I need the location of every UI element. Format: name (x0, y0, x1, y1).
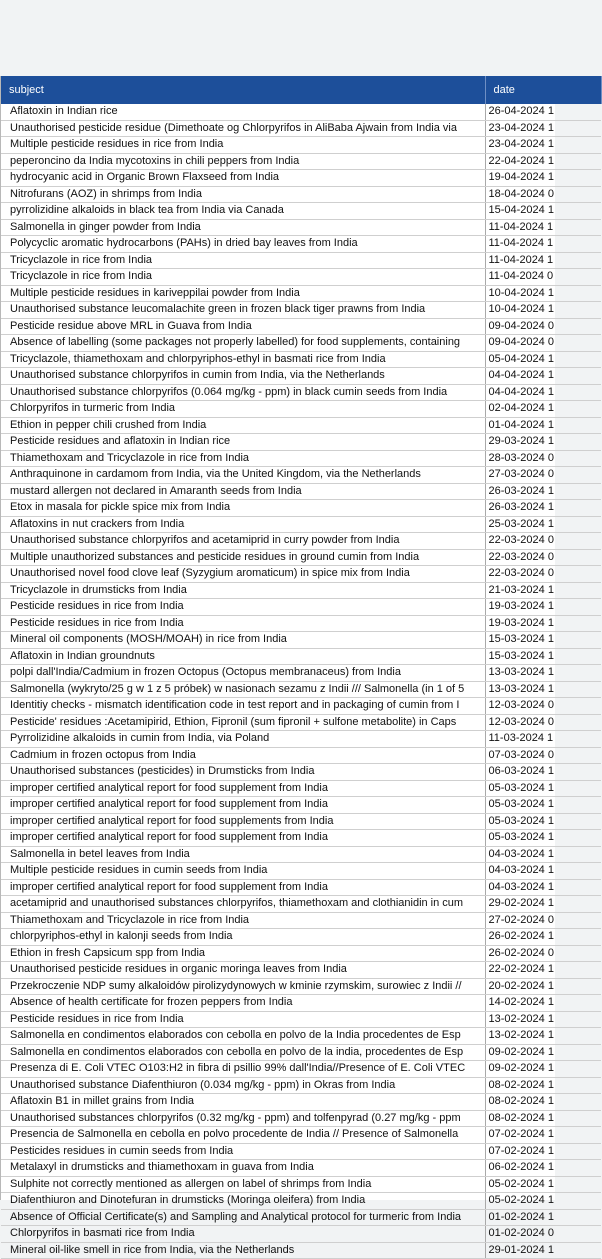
subject-cell[interactable]: Pesticide' residues :Acetamipirid, Ethion, Fipronil (sum fipronil + sulfone metabolite) in Caps (1, 714, 485, 731)
date-cell[interactable]: 26-04-2024 1 (485, 104, 601, 120)
table-row[interactable] (1, 648, 601, 665)
subject-cell[interactable]: Polycyclic aromatic hydrocarbons (PAHs) in dried bay leaves from India (1, 236, 485, 253)
date-cell[interactable]: 23-04-2024 1 (485, 137, 601, 154)
table-row[interactable] (1, 120, 601, 137)
table-row[interactable] (1, 599, 601, 616)
subject-cell[interactable]: Diafenthiuron and Dinotefuran in drumsticks (Moringa oleifera) from India (1, 1193, 485, 1210)
subject-cell[interactable]: Tricyclazole in drumsticks from India (1, 582, 485, 599)
date-cell[interactable]: 01-02-2024 1 (485, 1209, 601, 1226)
subject-cell[interactable]: Multiple pesticide residues in kariveppilai powder from India (1, 285, 485, 302)
subject-cell[interactable]: Salmonella in ginger powder from India (1, 219, 485, 236)
subject-cell[interactable]: chlorpyriphos-ethyl in kalonji seeds from India (1, 929, 485, 946)
date-cell[interactable]: 22-04-2024 1 (485, 153, 601, 170)
date-cell[interactable]: 05-04-2024 1 (485, 351, 601, 368)
subject-cell[interactable]: mustard allergen not declared in Amaranth seeds from India (1, 483, 485, 500)
table-row[interactable] (1, 582, 601, 599)
subject-cell[interactable]: Absence of health certificate for frozen peppers from India (1, 995, 485, 1012)
table-row[interactable] (1, 434, 601, 451)
subject-cell[interactable]: Multiple unauthorized substances and pesticide residues in ground cumin from India (1, 549, 485, 566)
subject-cell[interactable]: Pesticide residue above MRL in Guava from India (1, 318, 485, 335)
table-row[interactable] (1, 1193, 601, 1210)
table-row[interactable] (1, 797, 601, 814)
header-row (1, 76, 601, 104)
subject-cell[interactable]: Multiple pesticide residues in rice from India (1, 137, 485, 154)
table-row[interactable] (1, 516, 601, 533)
subject-cell[interactable]: improper certified analytical report for food supplement from India (1, 780, 485, 797)
subject-cell[interactable]: Salmonella (wykryto/25 g w 1 z 5 próbek) w nasionach sezamu z Indii /// Salmonella (in 1 of 5 (1, 681, 485, 698)
date-cell[interactable]: 20-02-2024 1 (485, 978, 601, 995)
spreadsheet (0, 76, 555, 1256)
table-row[interactable] (1, 104, 601, 120)
table-row[interactable] (1, 467, 601, 484)
date-cell[interactable]: 22-03-2024 0 (485, 566, 601, 583)
table-row[interactable] (1, 1209, 601, 1226)
subject-cell[interactable]: Pyrrolizidine alkaloids in cumin from India, via Poland (1, 731, 485, 748)
date-cell[interactable]: 07-03-2024 0 (485, 747, 601, 764)
table-row[interactable] (1, 1044, 601, 1061)
table-row[interactable] (1, 863, 601, 880)
subject-cell[interactable]: Aflatoxins in nut crackers from India (1, 516, 485, 533)
table-row[interactable] (1, 714, 601, 731)
date-cell[interactable]: 19-03-2024 1 (485, 615, 601, 632)
table-row[interactable] (1, 813, 601, 830)
date-cell[interactable]: 22-03-2024 0 (485, 549, 601, 566)
table-row[interactable] (1, 846, 601, 863)
table-row[interactable] (1, 335, 601, 352)
table-row[interactable] (1, 137, 601, 154)
table-row[interactable] (1, 896, 601, 913)
table-row[interactable] (1, 269, 601, 286)
subject-cell[interactable]: Unauthorised substance chlorpyrifos in cumin from India, via the Netherlands (1, 368, 485, 385)
date-cell[interactable]: 18-04-2024 0 (485, 186, 601, 203)
date-cell[interactable]: 13-03-2024 1 (485, 665, 601, 682)
date-cell[interactable]: 05-03-2024 1 (485, 797, 601, 814)
table-row[interactable] (1, 203, 601, 220)
table-row[interactable] (1, 978, 601, 995)
date-cell[interactable]: 06-02-2024 1 (485, 1160, 601, 1177)
table-row[interactable] (1, 219, 601, 236)
table-row[interactable] (1, 1242, 601, 1259)
date-cell[interactable]: 29-01-2024 1 (485, 1242, 601, 1259)
date-cell[interactable]: 29-03-2024 1 (485, 434, 601, 451)
table-row[interactable] (1, 731, 601, 748)
date-cell[interactable]: 08-02-2024 1 (485, 1110, 601, 1127)
subject-cell[interactable]: Presenza di E. Coli VTEC O103:H2 in fibra di psillio 99% dall'India//Presence of E. Coli VTEC (1, 1061, 485, 1078)
table-row[interactable] (1, 912, 601, 929)
date-cell[interactable]: 01-02-2024 0 (485, 1226, 601, 1243)
date-cell[interactable]: 28-03-2024 0 (485, 450, 601, 467)
date-cell[interactable]: 12-03-2024 0 (485, 698, 601, 715)
date-cell[interactable]: 29-02-2024 1 (485, 896, 601, 913)
date-cell[interactable]: 19-03-2024 1 (485, 599, 601, 616)
table-row[interactable] (1, 318, 601, 335)
subject-cell[interactable]: Unauthorised substance leucomalachite green in frozen black tiger prawns from India (1, 302, 485, 319)
date-cell[interactable]: 11-04-2024 1 (485, 252, 601, 269)
subject-cell[interactable]: Tricyclazole, thiamethoxam and chlorpyriphos-ethyl in basmati rice from India (1, 351, 485, 368)
subject-cell[interactable]: Unauthorised pesticide residue (Dimethoate og Chlorpyrifos in AliBaba Ajwain from India via (1, 120, 485, 137)
subject-cell[interactable]: Pesticide residues in rice from India (1, 599, 485, 616)
subject-cell[interactable]: Unauthorised substances chlorpyrifos (0.32 mg/kg - ppm) and tolfenpyrad (0.27 mg/kg - ppm (1, 1110, 485, 1127)
table-row[interactable] (1, 450, 601, 467)
subject-cell[interactable]: Absence of labelling (some packages not properly labelled) for food supplements, containing (1, 335, 485, 352)
subject-cell[interactable]: polpi dall'India/Cadmium in frozen Octopus (Octopus membranaceus) from India (1, 665, 485, 682)
subject-cell[interactable]: Thiamethoxam and Tricyclazole in rice from India (1, 912, 485, 929)
date-cell[interactable]: 09-04-2024 0 (485, 318, 601, 335)
subject-cell[interactable]: improper certified analytical report for food supplement from India (1, 879, 485, 896)
subject-cell[interactable]: Pesticide residues and aflatoxin in Indian rice (1, 434, 485, 451)
table-row[interactable] (1, 615, 601, 632)
date-cell[interactable]: 15-03-2024 1 (485, 632, 601, 649)
subject-cell[interactable]: Salmonella en condimentos elaborados con cebolla en polvo de la India procedentes de Esp (1, 1028, 485, 1045)
date-cell[interactable]: 26-02-2024 0 (485, 945, 601, 962)
table-row[interactable] (1, 186, 601, 203)
date-cell[interactable]: 11-04-2024 0 (485, 269, 601, 286)
table-row[interactable] (1, 1226, 601, 1243)
table-row[interactable] (1, 351, 601, 368)
subject-cell[interactable]: Unauthorised substance chlorpyrifos and acetamiprid in curry powder from India (1, 533, 485, 550)
subject-cell[interactable]: improper certified analytical report for food supplement from India (1, 797, 485, 814)
table-row[interactable] (1, 566, 601, 583)
subject-cell[interactable]: Pesticides residues in cumin seeds from India (1, 1143, 485, 1160)
date-cell[interactable]: 08-02-2024 1 (485, 1094, 601, 1111)
date-cell[interactable]: 13-03-2024 1 (485, 681, 601, 698)
date-cell[interactable]: 14-02-2024 1 (485, 995, 601, 1012)
date-cell[interactable]: 05-02-2024 1 (485, 1176, 601, 1193)
date-cell[interactable]: 04-03-2024 1 (485, 863, 601, 880)
table-row[interactable] (1, 632, 601, 649)
table-row[interactable] (1, 1028, 601, 1045)
subject-cell[interactable]: Unauthorised substances (pesticides) in Drumsticks from India (1, 764, 485, 781)
date-cell[interactable]: 15-04-2024 1 (485, 203, 601, 220)
subject-cell[interactable]: peperoncino da India mycotoxins in chili peppers from India (1, 153, 485, 170)
date-cell[interactable]: 05-03-2024 1 (485, 830, 601, 847)
table-row[interactable] (1, 1077, 601, 1094)
subject-cell[interactable]: Presencia de Salmonella en cebolla en polvo procedente de India // Presence of Salmonella (1, 1127, 485, 1144)
subject-cell[interactable]: Tricyclazole in rice from India (1, 252, 485, 269)
subject-cell[interactable]: Unauthorised novel food clove leaf (Syzygium aromaticum) in spice mix from India (1, 566, 485, 583)
date-cell[interactable]: 02-04-2024 1 (485, 401, 601, 418)
date-cell[interactable]: 06-03-2024 1 (485, 764, 601, 781)
subject-cell[interactable]: Ethion in pepper chili crushed from India (1, 417, 485, 434)
subject-cell[interactable]: Anthraquinone in cardamom from India, via the United Kingdom, via the Netherlands (1, 467, 485, 484)
subject-cell[interactable]: Aflatoxin in Indian groundnuts (1, 648, 485, 665)
date-cell[interactable]: 09-02-2024 1 (485, 1044, 601, 1061)
date-cell[interactable]: 21-03-2024 1 (485, 582, 601, 599)
table-row[interactable] (1, 879, 601, 896)
subject-cell[interactable]: hydrocyanic acid in Organic Brown Flaxseed from India (1, 170, 485, 187)
subject-cell[interactable]: Sulphite not correctly mentioned as allergen on label of shrimps from India (1, 1176, 485, 1193)
subject-cell[interactable]: Etox in masala for pickle spice mix from India (1, 500, 485, 517)
table-row[interactable] (1, 665, 601, 682)
table-row[interactable] (1, 681, 601, 698)
table-row[interactable] (1, 698, 601, 715)
date-cell[interactable]: 27-03-2024 0 (485, 467, 601, 484)
subject-cell[interactable]: Cadmium in frozen octopus from India (1, 747, 485, 764)
date-cell[interactable]: 05-03-2024 1 (485, 780, 601, 797)
date-cell[interactable]: 27-02-2024 0 (485, 912, 601, 929)
table-row[interactable] (1, 417, 601, 434)
table-row[interactable] (1, 962, 601, 979)
subject-cell[interactable]: Chlorpyrifos in turmeric from India (1, 401, 485, 418)
table-row[interactable] (1, 764, 601, 781)
subject-cell[interactable]: acetamiprid and unauthorised substances chlorpyrifos, thiamethoxam and clothianidin in cum (1, 896, 485, 913)
date-cell[interactable]: 26-02-2024 1 (485, 929, 601, 946)
table-row[interactable] (1, 1094, 601, 1111)
table-row[interactable] (1, 384, 601, 401)
table-row[interactable] (1, 153, 601, 170)
date-cell[interactable]: 23-04-2024 1 (485, 120, 601, 137)
table-row[interactable] (1, 929, 601, 946)
subject-cell[interactable]: Pesticide residues in rice from India (1, 615, 485, 632)
table-row[interactable] (1, 1176, 601, 1193)
date-cell[interactable]: 11-04-2024 1 (485, 219, 601, 236)
date-cell[interactable]: 07-02-2024 1 (485, 1143, 601, 1160)
table-row[interactable] (1, 483, 601, 500)
subject-cell[interactable]: Unauthorised pesticide residues in organic moringa leaves from India (1, 962, 485, 979)
table-row[interactable] (1, 1011, 601, 1028)
column-header-date[interactable]: date (485, 76, 601, 104)
date-cell[interactable]: 26-03-2024 1 (485, 483, 601, 500)
date-cell[interactable]: 09-04-2024 0 (485, 335, 601, 352)
table-row[interactable] (1, 533, 601, 550)
table-row[interactable] (1, 401, 601, 418)
subject-cell[interactable]: pyrrolizidine alkaloids in black tea from India via Canada (1, 203, 485, 220)
subject-cell[interactable]: Aflatoxin B1 in millet grains from India (1, 1094, 485, 1111)
table-row[interactable] (1, 549, 601, 566)
subject-cell[interactable]: Thiamethoxam and Tricyclazole in rice from India (1, 450, 485, 467)
table-row[interactable] (1, 236, 601, 253)
subject-cell[interactable]: Przekroczenie NDP sumy alkaloidów pirolizydynowych w kminie rzymskim, surowiec z Indii // (1, 978, 485, 995)
table-row[interactable] (1, 780, 601, 797)
date-cell[interactable]: 13-02-2024 1 (485, 1011, 601, 1028)
table-row[interactable] (1, 1110, 601, 1127)
date-cell[interactable]: 04-04-2024 1 (485, 384, 601, 401)
date-cell[interactable]: 26-03-2024 1 (485, 500, 601, 517)
date-cell[interactable]: 08-02-2024 1 (485, 1077, 601, 1094)
date-cell[interactable]: 05-03-2024 1 (485, 813, 601, 830)
subject-cell[interactable]: Tricyclazole in rice from India (1, 269, 485, 286)
subject-cell[interactable]: Unauthorised substance Diafenthiuron (0.034 mg/kg - ppm) in Okras from India (1, 1077, 485, 1094)
subject-cell[interactable]: Metalaxyl in drumsticks and thiamethoxam in guava from India (1, 1160, 485, 1177)
table-row[interactable] (1, 368, 601, 385)
date-cell[interactable]: 19-04-2024 1 (485, 170, 601, 187)
subject-cell[interactable]: Mineral oil components (MOSH/MOAH) in rice from India (1, 632, 485, 649)
subject-cell[interactable]: Salmonella in betel leaves from India (1, 846, 485, 863)
date-cell[interactable]: 09-02-2024 1 (485, 1061, 601, 1078)
subject-cell[interactable]: Aflatoxin in Indian rice (1, 104, 485, 120)
subject-cell[interactable]: improper certified analytical report for food supplement from India (1, 830, 485, 847)
subject-cell[interactable]: Salmonella en condimentos elaborados con cebolla en polvo de la india, procedentes de Esp (1, 1044, 485, 1061)
table-row[interactable] (1, 170, 601, 187)
table-row[interactable] (1, 1143, 601, 1160)
table-row[interactable] (1, 830, 601, 847)
table-row[interactable] (1, 1160, 601, 1177)
column-header-subject[interactable]: subject (1, 76, 485, 104)
date-cell[interactable]: 04-03-2024 1 (485, 879, 601, 896)
date-cell[interactable]: 12-03-2024 0 (485, 714, 601, 731)
date-cell[interactable]: 01-04-2024 1 (485, 417, 601, 434)
subject-cell[interactable]: Ethion in fresh Capsicum spp from India (1, 945, 485, 962)
date-cell[interactable]: 04-03-2024 1 (485, 846, 601, 863)
date-cell[interactable]: 22-02-2024 1 (485, 962, 601, 979)
notifications-table (1, 76, 602, 1259)
subject-cell[interactable]: Pesticide residues in rice from India (1, 1011, 485, 1028)
table-row[interactable] (1, 945, 601, 962)
date-cell[interactable]: 10-04-2024 1 (485, 285, 601, 302)
date-cell[interactable]: 05-02-2024 1 (485, 1193, 601, 1210)
subject-cell[interactable]: Absence of Official Certificate(s) and Sampling and Analytical protocol for turmeric from India (1, 1209, 485, 1226)
table-row[interactable] (1, 1127, 601, 1144)
subject-cell[interactable]: improper certified analytical report for food supplements from India (1, 813, 485, 830)
subject-cell[interactable]: Unauthorised substance chlorpyrifos (0.064 mg/kg - ppm) in black cumin seeds from India (1, 384, 485, 401)
date-cell[interactable]: 11-04-2024 1 (485, 236, 601, 253)
table-row[interactable] (1, 285, 601, 302)
date-cell[interactable]: 04-04-2024 1 (485, 368, 601, 385)
date-cell[interactable]: 22-03-2024 0 (485, 533, 601, 550)
subject-cell[interactable]: Chlorpyrifos in basmati rice from India (1, 1226, 485, 1243)
table-row[interactable] (1, 995, 601, 1012)
subject-cell[interactable]: Nitrofurans (AOZ) in shrimps from India (1, 186, 485, 203)
date-cell[interactable]: 13-02-2024 1 (485, 1028, 601, 1045)
table-row[interactable] (1, 500, 601, 517)
subject-cell[interactable]: Identitiy checks - mismatch identification code in test report and in packaging of cumin from I (1, 698, 485, 715)
date-cell[interactable]: 10-04-2024 1 (485, 302, 601, 319)
table-row[interactable] (1, 302, 601, 319)
subject-cell[interactable]: Multiple pesticide residues in cumin seeds from India (1, 863, 485, 880)
date-cell[interactable]: 07-02-2024 1 (485, 1127, 601, 1144)
subject-cell[interactable]: Mineral oil-like smell in rice from India, via the Netherlands (1, 1242, 485, 1259)
table-row[interactable] (1, 1061, 601, 1078)
date-cell[interactable]: 25-03-2024 1 (485, 516, 601, 533)
table-row[interactable] (1, 252, 601, 269)
date-cell[interactable]: 15-03-2024 1 (485, 648, 601, 665)
date-cell[interactable]: 11-03-2024 1 (485, 731, 601, 748)
table-row[interactable] (1, 747, 601, 764)
